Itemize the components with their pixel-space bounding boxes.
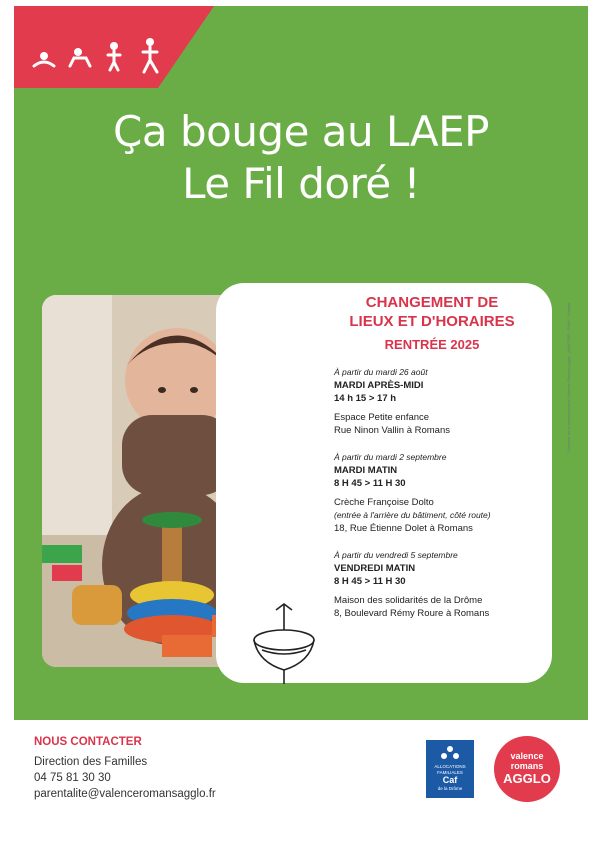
venue-address: Rue Ninon Vallin à Romans bbox=[334, 425, 450, 436]
time-range: 14 h 15 > 17 h bbox=[334, 393, 397, 404]
caf-line-1: ALLOCATIONS bbox=[434, 764, 466, 769]
start-date: À partir du mardi 2 septembre bbox=[334, 452, 447, 462]
caf-line-2: FAMILIALES bbox=[437, 769, 463, 775]
time-range: 8 H 45 > 11 H 30 bbox=[334, 576, 406, 587]
toddler-icon bbox=[108, 42, 120, 70]
heading-line-2: LIEUX ET D'HORAIRES bbox=[349, 313, 515, 330]
caf-line-4: de la Drôme bbox=[437, 786, 463, 791]
schedule-block-friday-morning bbox=[334, 549, 554, 620]
time-slot-label: MARDI MATIN bbox=[334, 465, 398, 476]
agglo-line-1: valence bbox=[510, 751, 544, 761]
start-date: À partir du vendredi 5 septembre bbox=[334, 550, 458, 560]
venue-name: Espace Petite enfance bbox=[334, 412, 430, 423]
venue-address: 18, Rue Étienne Dolet à Romans bbox=[334, 523, 473, 534]
agglo-line-2: romans bbox=[510, 761, 544, 771]
contact-phone[interactable]: 04 75 81 30 30 bbox=[34, 772, 111, 784]
caf-emblem-icon bbox=[440, 744, 460, 762]
venue-note: (entrée à l'arrière du bâtiment, côté route) bbox=[334, 510, 491, 520]
change-heading bbox=[334, 293, 530, 331]
venue-name: Crèche Françoise Dolto bbox=[334, 497, 434, 508]
title-line-2: Le Fil doré ! bbox=[182, 159, 420, 208]
credits-note: Direction de la communication Valence Romans Agglo - juillet 2025 - Photo : Freepik bbox=[566, 302, 571, 452]
time-range: 8 H 45 > 11 H 30 bbox=[334, 478, 406, 489]
spinning-top-icon bbox=[248, 600, 320, 692]
venue-name: Maison des solidarités de la Drôme bbox=[334, 595, 483, 606]
start-date: À partir du mardi 26 août bbox=[334, 367, 428, 377]
baby-crawling-icon bbox=[70, 48, 90, 66]
caf-logo bbox=[426, 740, 474, 798]
title-line-1: Ça bouge au LAEP bbox=[113, 107, 489, 156]
caf-line-3: Caf bbox=[442, 775, 458, 785]
agglo-line-3: AGGLO bbox=[503, 771, 551, 786]
contact-department: Direction des Familles bbox=[34, 756, 148, 768]
rentree-label: RENTRÉE 2025 bbox=[384, 337, 480, 352]
child-walking-icon bbox=[143, 38, 157, 72]
time-slot-label: MARDI APRÈS-MIDI bbox=[334, 380, 424, 391]
venue-address: 8, Boulevard Rémy Roure à Romans bbox=[334, 608, 490, 619]
time-slot-label: VENDREDI MATIN bbox=[334, 563, 416, 574]
caf-text bbox=[426, 764, 474, 792]
contact-heading: NOUS CONTACTER bbox=[34, 736, 142, 748]
child-growth-icons bbox=[30, 36, 180, 76]
contact-section bbox=[34, 736, 294, 802]
contact-email[interactable]: parentalite@valenceromansagglo.fr bbox=[34, 788, 216, 800]
flyer-title bbox=[14, 106, 588, 210]
valence-romans-agglo-logo bbox=[494, 736, 560, 802]
schedule-block-tuesday-morning bbox=[334, 451, 554, 535]
schedule-block-tuesday-afternoon bbox=[334, 366, 554, 437]
heading-line-1: CHANGEMENT DE bbox=[365, 294, 499, 311]
baby-lying-icon bbox=[34, 52, 54, 66]
schedule-info bbox=[334, 293, 554, 620]
